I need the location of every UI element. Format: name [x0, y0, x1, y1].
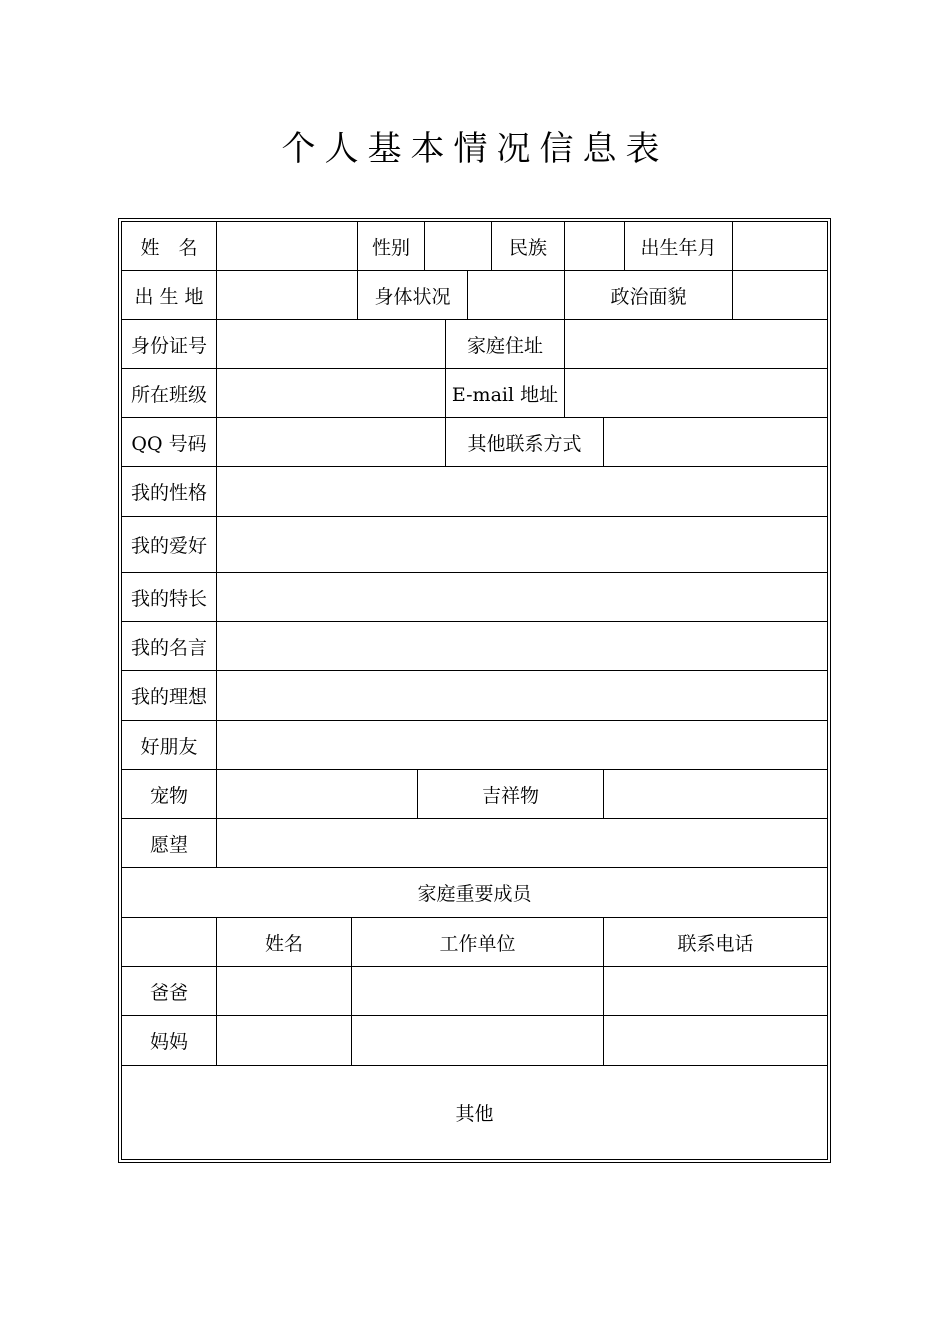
label-political-status: 政治面貌 [565, 271, 733, 320]
mother-phone-field[interactable] [604, 1016, 827, 1066]
email-field[interactable] [565, 369, 827, 418]
health-field[interactable] [468, 271, 565, 320]
family-work-header: 工作单位 [352, 918, 604, 967]
name-field[interactable] [217, 222, 358, 271]
family-section-header: 家庭重要成员 [122, 868, 827, 918]
personality-field[interactable] [217, 467, 827, 517]
label-class: 所在班级 [122, 369, 217, 418]
father-work-field[interactable] [352, 967, 604, 1016]
label-gender: 性别 [358, 222, 425, 271]
other-field[interactable]: 其他 [455, 1103, 494, 1125]
label-home-address: 家庭住址 [446, 320, 565, 369]
birthplace-field[interactable] [217, 271, 358, 320]
label-friends: 好朋友 [122, 721, 217, 770]
motto-field[interactable] [217, 622, 827, 671]
label-father: 爸爸 [122, 967, 217, 1016]
pet-field[interactable] [217, 770, 418, 819]
label-health: 身体状况 [358, 271, 468, 320]
label-personality: 我的性格 [122, 467, 217, 517]
specialty-field[interactable] [217, 573, 827, 622]
label-hobbies: 我的爱好 [122, 517, 217, 573]
other-contact-field[interactable] [604, 418, 827, 467]
mother-work-field[interactable] [352, 1016, 604, 1066]
hobbies-field[interactable] [217, 517, 827, 573]
label-birth-date: 出生年月 [625, 222, 733, 271]
label-wish: 愿望 [122, 819, 217, 868]
friends-field[interactable] [217, 721, 827, 770]
family-name-header: 姓名 [217, 918, 352, 967]
mother-name-field[interactable] [217, 1016, 352, 1066]
label-pet: 宠物 [122, 770, 217, 819]
info-table [121, 221, 828, 1160]
birth-date-field[interactable] [733, 222, 827, 271]
father-name-field[interactable] [217, 967, 352, 1016]
label-birthplace: 出 生 地 [122, 271, 217, 320]
qq-field[interactable] [217, 418, 446, 467]
ideal-field[interactable] [217, 671, 827, 721]
mascot-field[interactable] [604, 770, 827, 819]
label-motto: 我的名言 [122, 622, 217, 671]
label-name: 姓 名 [122, 222, 217, 271]
wish-field[interactable] [217, 819, 827, 868]
class-field[interactable] [217, 369, 446, 418]
label-ideal: 我的理想 [122, 671, 217, 721]
label-ethnicity: 民族 [492, 222, 565, 271]
father-phone-field[interactable] [604, 967, 827, 1016]
label-mother: 妈妈 [122, 1016, 217, 1066]
gender-field[interactable] [425, 222, 492, 271]
form-title: 个人基本情况信息表 [281, 129, 669, 169]
label-id-number: 身份证号 [122, 320, 217, 369]
label-other-contact: 其他联系方式 [446, 418, 604, 467]
home-address-field[interactable] [565, 320, 827, 369]
label-qq: QQ 号码 [122, 418, 217, 467]
label-email: E-mail 地址 [446, 369, 565, 418]
label-mascot: 吉祥物 [418, 770, 604, 819]
label-specialty: 我的特长 [122, 573, 217, 622]
family-phone-header: 联系电话 [604, 918, 827, 967]
family-corner-cell [122, 918, 217, 967]
political-status-field[interactable] [733, 271, 827, 320]
ethnicity-field[interactable] [565, 222, 625, 271]
id-number-field[interactable] [217, 320, 446, 369]
